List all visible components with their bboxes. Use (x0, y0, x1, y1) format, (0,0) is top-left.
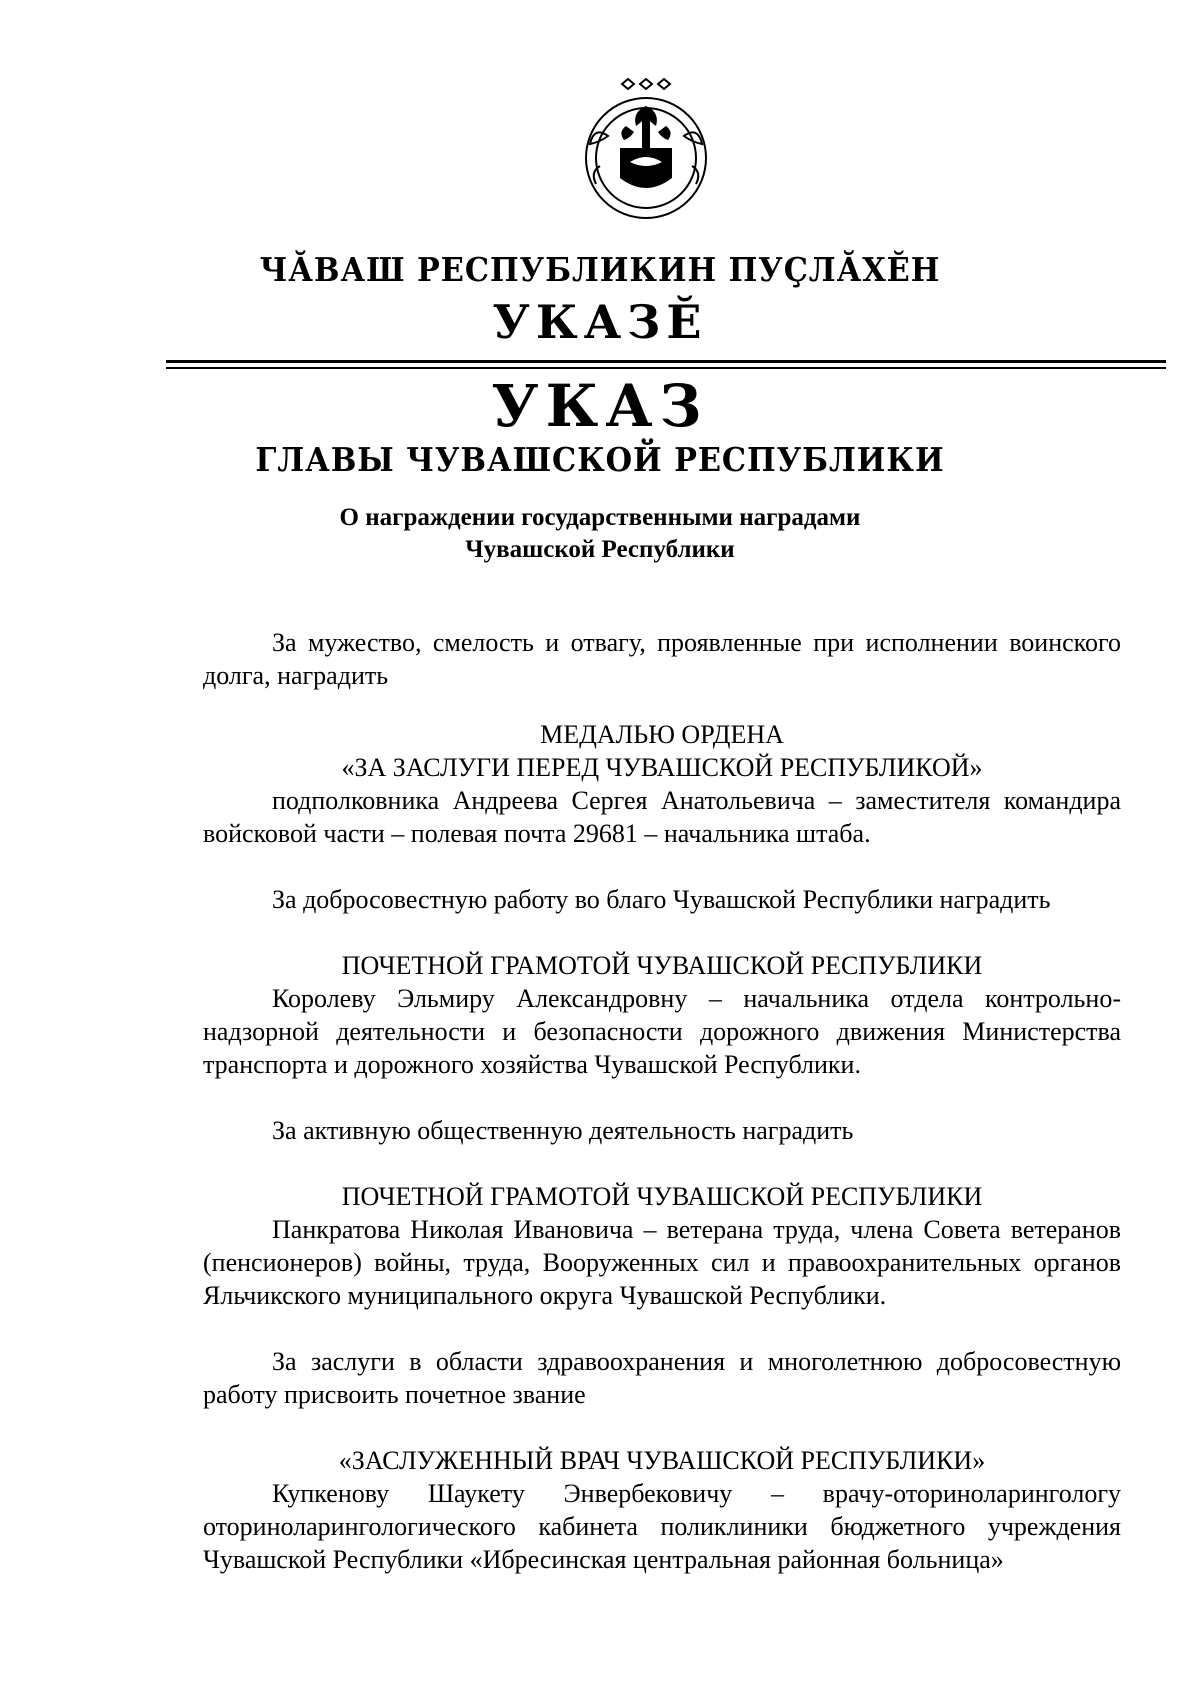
decree-title: УКАЗ (491, 372, 709, 440)
award-name: «ЗА ЗАСЛУГИ ПЕРЕД ЧУВАШСКОЙ РЕСПУБЛИКОЙ» (341, 753, 983, 782)
award-name: «ЗАСЛУЖЕННЫЙ ВРАЧ ЧУВАШСКОЙ РЕСПУБЛИКИ» (338, 1446, 986, 1475)
chuvash-decree-title: УКАЗӖ (492, 295, 708, 349)
award-name: МЕДАЛЬЮ ОРДЕНА (540, 720, 784, 749)
award-name: ПОЧЕТНОЙ ГРАМОТОЙ ЧУВАШСКОЙ РЕСПУБЛИКИ (341, 1182, 983, 1211)
decree-body (203, 626, 1121, 1576)
award-recipient: Королеву Эльмиру Александровну – начальника отдела контрольно-надзорной деятельности и безопасности дорожного движения Министерства транспорта и дорожного хозяйства Чувашской Республики. (203, 984, 1121, 1079)
award-recipient: Панкратова Николая Ивановича – ветерана труда, члена Совета ветеранов (пенсионеров) войны, труда, Вооруженных сил и правоохранительных органов Яльчикского муниципального округа Чувашской Республики. (203, 1215, 1121, 1310)
issuer-heading: ГЛАВЫ ЧУВАШСКОЙ РЕСПУБЛИКИ (255, 440, 945, 479)
header-divider-thin (166, 367, 1166, 369)
section-intro: За заслуги в области здравоохранения и многолетнюю добросовестную работу присвоить почетное звание (203, 1347, 1121, 1409)
chuvash-coat-of-arms-icon (578, 76, 714, 226)
subject-line: О награждении государственными наградами (339, 504, 861, 531)
award-name: ПОЧЕТНОЙ ГРАМОТОЙ ЧУВАШСКОЙ РЕСПУБЛИКИ (341, 951, 983, 980)
section-intro: За мужество, смелость и отвагу, проявленные при исполнении воинского долга, наградить (203, 628, 1121, 690)
decree-subject (0, 502, 1200, 566)
section-intro: За добросовестную работу во благо Чувашской Республики наградить (272, 885, 1051, 914)
award-recipient: подполковника Андреева Сергея Анатольевича – заместителя командира войсковой части – полевая почта 29681 – начальника штаба. (203, 786, 1121, 848)
header-divider (166, 360, 1166, 363)
subject-line: Чувашской Республики (465, 536, 735, 563)
section-intro: За активную общественную деятельность наградить (272, 1116, 854, 1145)
chuvash-heading: ЧӐВАШ РЕСПУБЛИКИН ПУҪЛӐХӖН (259, 250, 941, 289)
award-recipient: Купкенову Шаукету Энвербековичу – врачу-оториноларингологу оториноларингологического кабинета поликлиники бюджетного учреждения Чувашской Республики «Ибресинская центральная районная больница» (203, 1479, 1121, 1574)
